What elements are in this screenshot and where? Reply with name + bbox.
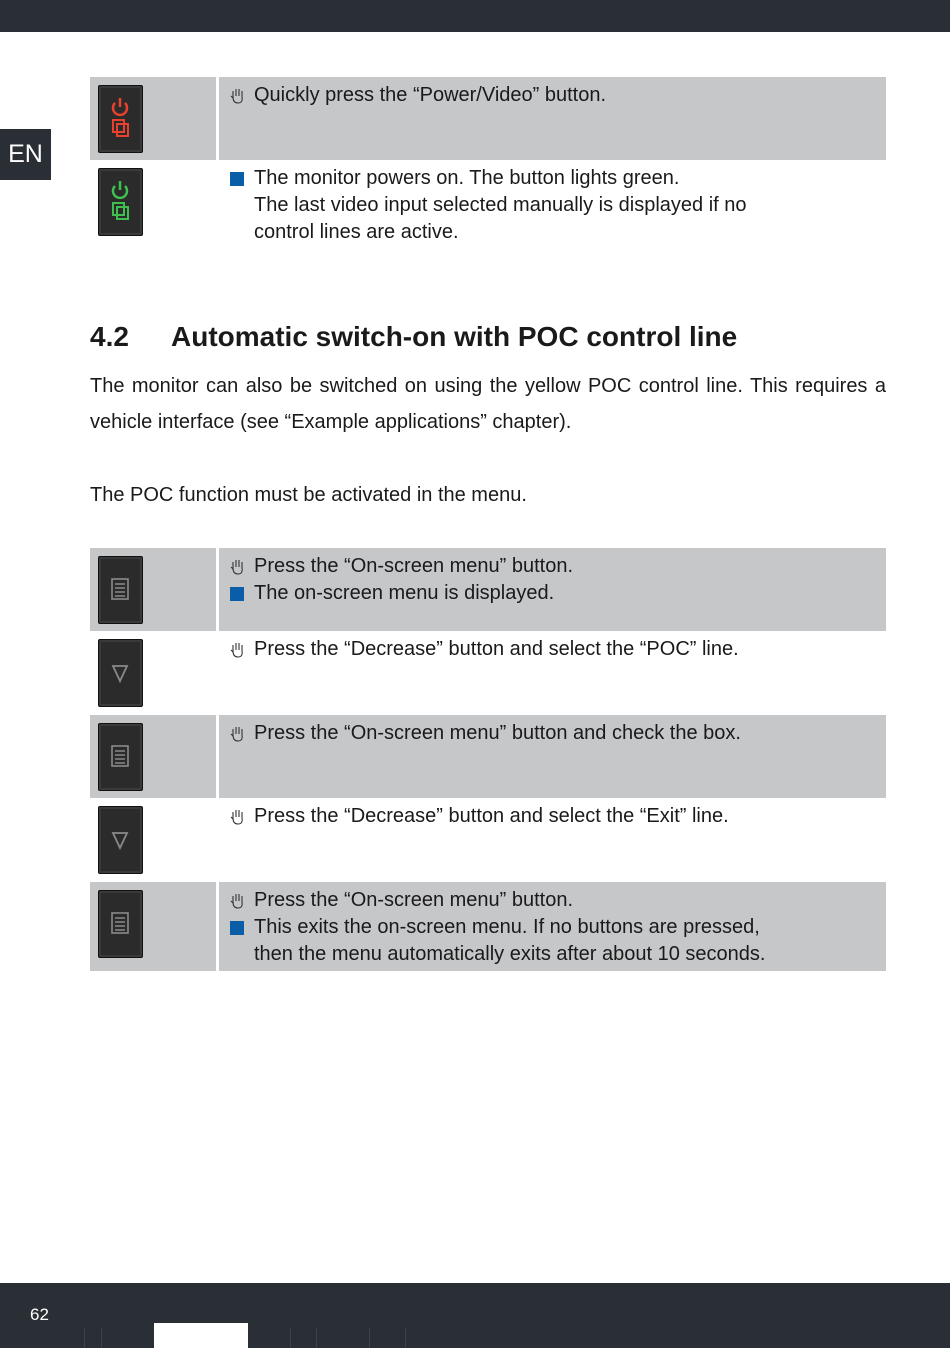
icon-cell bbox=[90, 160, 216, 245]
power-video-button-red-icon bbox=[98, 85, 143, 153]
result-bullet-icon bbox=[230, 587, 244, 601]
icon-cell bbox=[90, 631, 216, 715]
text-cell bbox=[219, 160, 886, 245]
section-heading bbox=[90, 321, 737, 353]
power-video-button-green-icon bbox=[98, 168, 143, 236]
table-row bbox=[90, 77, 886, 160]
footer-tick bbox=[369, 1328, 370, 1348]
action-line bbox=[219, 887, 886, 914]
action-line bbox=[219, 636, 886, 663]
on-screen-menu-button-icon bbox=[98, 723, 143, 791]
result-text: The on-screen menu is displayed. bbox=[254, 582, 555, 604]
action-line bbox=[219, 720, 886, 747]
on-screen-menu-button-icon bbox=[98, 890, 143, 958]
footer-tick bbox=[316, 1328, 317, 1348]
section-number: 4.2 bbox=[90, 321, 129, 352]
result-line bbox=[219, 219, 886, 246]
result-text: The monitor powers on. The button lights green. bbox=[254, 167, 680, 189]
footer-tick bbox=[290, 1328, 291, 1348]
footer-tick bbox=[101, 1328, 102, 1348]
hand-pointer-icon bbox=[229, 558, 246, 575]
hand-pointer-icon bbox=[229, 892, 246, 909]
result-text: then the menu automatically exits after about 10 seconds. bbox=[254, 943, 766, 965]
table-row bbox=[90, 548, 886, 631]
icon-cell bbox=[90, 77, 216, 160]
bottom-bar bbox=[0, 1283, 950, 1348]
footer-marker bbox=[154, 1323, 248, 1348]
hand-pointer-icon bbox=[229, 641, 246, 658]
text-cell bbox=[219, 798, 886, 882]
icon-cell bbox=[90, 715, 216, 798]
decrease-button-icon bbox=[98, 806, 143, 874]
top-bar bbox=[0, 0, 950, 32]
result-bullet-icon bbox=[230, 921, 244, 935]
text-cell bbox=[219, 77, 886, 160]
result-bullet-icon bbox=[230, 172, 244, 186]
action-text: Press the “On-screen menu” button. bbox=[254, 555, 574, 577]
icon-cell bbox=[90, 798, 216, 882]
action-text: Press the “Decrease” button and select the “Exit” line. bbox=[254, 805, 729, 827]
action-text: Quickly press the “Power/Video” button. bbox=[254, 84, 607, 106]
on-screen-menu-button-icon bbox=[98, 556, 143, 624]
action-text: Press the “On-screen menu” button and check the box. bbox=[254, 722, 741, 744]
action-text: Press the “Decrease” button and select the “POC” line. bbox=[254, 638, 739, 660]
poc-steps-table bbox=[90, 548, 886, 971]
text-cell bbox=[219, 548, 886, 631]
hand-pointer-icon bbox=[229, 725, 246, 742]
footer-tick bbox=[84, 1328, 85, 1348]
text-cell bbox=[219, 882, 886, 971]
table-row bbox=[90, 798, 886, 882]
result-text: control lines are active. bbox=[254, 221, 459, 243]
table-row bbox=[90, 882, 886, 971]
result-line bbox=[219, 165, 886, 192]
result-line bbox=[219, 192, 886, 219]
result-text: This exits the on-screen menu. If no buttons are pressed, bbox=[254, 916, 760, 938]
text-cell bbox=[219, 631, 886, 715]
paragraph: The monitor can also be switched on using the yellow POC control line. This requires a vehicle interface (see “Example applications” chapter). bbox=[90, 375, 886, 433]
action-line bbox=[219, 82, 886, 109]
icon-cell bbox=[90, 548, 216, 631]
table-row bbox=[90, 631, 886, 715]
result-text: The last video input selected manually is displayed if no bbox=[254, 194, 747, 216]
icon-cell bbox=[90, 882, 216, 971]
language-tab: EN bbox=[0, 129, 51, 180]
text-cell bbox=[219, 715, 886, 798]
table-row bbox=[90, 715, 886, 798]
paragraph: The POC function must be activated in the menu. bbox=[90, 484, 527, 506]
result-line bbox=[219, 914, 886, 941]
decrease-button-icon bbox=[98, 639, 143, 707]
action-line bbox=[219, 803, 886, 830]
section-title: Automatic switch-on with POC control line bbox=[171, 321, 738, 352]
action-line bbox=[219, 553, 886, 580]
hand-pointer-icon bbox=[229, 808, 246, 825]
page-number: 62 bbox=[30, 1305, 49, 1324]
power-on-step-table bbox=[90, 77, 886, 245]
footer-tick bbox=[405, 1328, 406, 1348]
result-line bbox=[219, 580, 886, 607]
hand-pointer-icon bbox=[229, 87, 246, 104]
action-text: Press the “On-screen menu” button. bbox=[254, 889, 574, 911]
table-row bbox=[90, 160, 886, 245]
result-line bbox=[219, 941, 886, 968]
